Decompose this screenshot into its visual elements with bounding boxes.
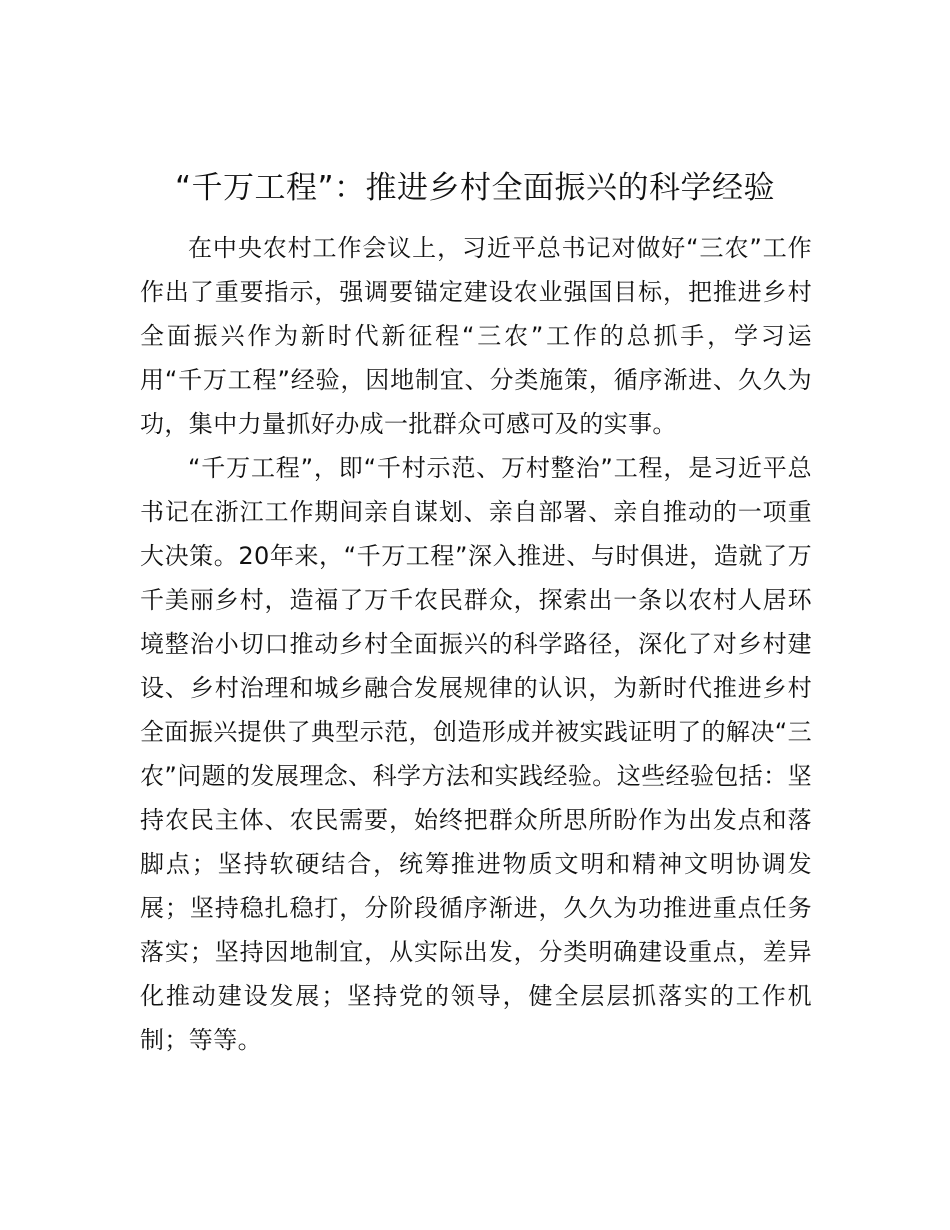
paragraph-2: “千万工程”，即“千村示范、万村整治”工程，是习近平总书记在浙江工作期间亲自谋划、亲自部署、亲自推动的一项重大决策。20年来，“千万工程”深入推进、与时俱进，造就了万千美丽乡村，造福了万千农民群众，探索出一条以农村人居环境整治小切口推动乡村全面振兴的科学路径，深化了对乡村建设、乡村治理和城乡融合发展规律的认识，为新时代推进乡村全面振兴提供了典型示范，创造形成并被实践证明了的解决“三农”问题的发展理念、科学方法和实践经验。这些经验包括：坚持农民主体、农民需要，始终把群众所思所盼作为出发点和落脚点；坚持软硬结合，统筹推进物质文明和精神文明协调发展；坚持稳扎稳打，分阶段循序渐进，久久为功推进重点任务落实；坚持因地制宜，从实际出发，分类明确建设重点，差异化推动建设发展；坚持党的领导，健全层层抓落实的工作机制；等等。	[140, 454, 812, 1054]
document-title: “千万工程”：推进乡村全面振兴的科学经验	[174, 170, 776, 206]
paragraph-1: 在中央农村工作会议上，习近平总书记对做好“三农”工作作出了重要指示，强调要锚定建设农业强国目标，把推进乡村全面振兴作为新时代新征程“三农”工作的总抓手，学习运用“千万工程”经验，因地制宜、分类施策，循序渐进、久久为功，集中力量抓好办成一批群众可感可及的实事。	[140, 234, 812, 438]
